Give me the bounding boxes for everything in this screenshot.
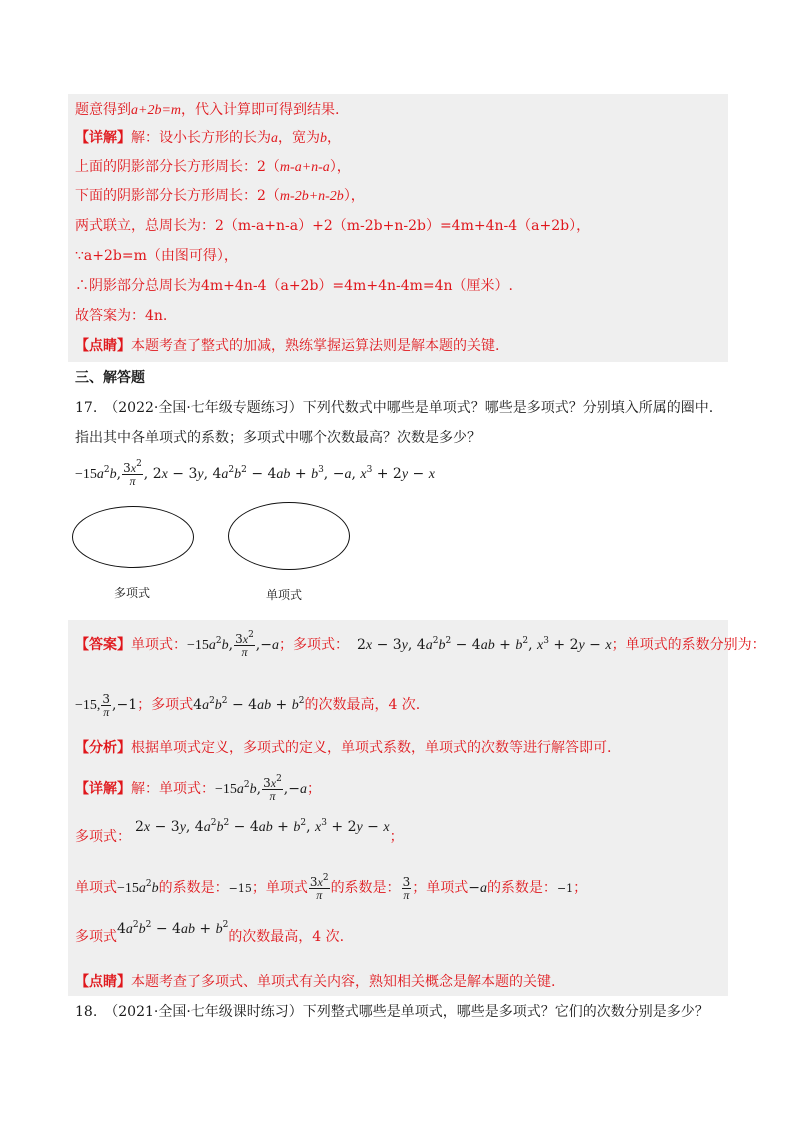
- detail-line-1: 【详解】解：设小长方形的长为a，宽为b，: [75, 130, 341, 146]
- answer-17-note-line: 【点睛】本题考查了多项式、单项式有关内容，熟知相关概念是解本题的关键.: [75, 974, 556, 990]
- answer-tag: 【答案】: [75, 637, 131, 653]
- solution-line-1: 题意得到a+2b=m，代入计算即可得到结果.: [75, 102, 340, 118]
- analysis-tag: 【分析】: [75, 740, 131, 756]
- detail-tag: 【详解】: [75, 130, 131, 146]
- monomial-circle-label: 单项式: [266, 588, 303, 602]
- analysis-line: 【分析】根据单项式定义，多项式的定义，单项式系数，单项式的次数等进行解答即可.: [75, 740, 612, 756]
- detail-line-6: ∴阴影部分总周长为4m+4n-4（a+2b）=4m+4n-4m=4n（厘米）.: [75, 278, 514, 294]
- monomial-circle: [228, 502, 350, 570]
- answer-17-highest-line: 多项式$4a^2b^2 - 4ab + b^2$的次数最高，4 次.: [75, 920, 345, 945]
- note-tag: 【点睛】: [75, 338, 131, 354]
- note-line: 【点睛】本题考查了整式的加减，熟练掌握运算法则是解本题的关键.: [75, 338, 500, 354]
- detail-line-4: 两式联立，总周长为：2（m-a+n-a）+2（m-2b+n-2b）=4m+4n-4（a+2b），: [75, 218, 591, 234]
- answer-17-detail-line: 【详解】解：单项式：$-15a^2b$, $\frac{3x^2}{\pi}$ ,−a；: [75, 773, 321, 803]
- note-tag-17: 【点睛】: [75, 974, 131, 990]
- question-18-line-1: 18. （2021·全国·七年级课时练习）下列整式哪些是单项式，哪些是多项式？它们的次数分别是多少？: [75, 1004, 709, 1020]
- question-17-expression-list: $-15a^2b$, $\frac{3x^2}{\pi}$ , 2x − 3y, $4a^2b^2 - 4ab + b^3$, −a, $x^3 + 2y - x$: [75, 458, 435, 488]
- polynomial-circle: [72, 506, 194, 568]
- detail-line-2: 上面的阴影部分长方形周长：2（m-a+n-a），: [75, 159, 351, 175]
- answer-17-line-2: −15, $\frac{3}{\pi}$ ,−1；多项式$4a^2b^2 - 4ab + b^2$的次数最高，4 次.: [75, 691, 421, 719]
- detail-tag-17: 【详解】: [75, 781, 131, 797]
- answer-17-coef-line: 单项式$-15a^2b$的系数是：−15；单项式 $\frac{3x^2}{\pi}$ 的系数是： $\frac{3}{\pi}$ ；单项式−a的系数是：−1；: [75, 872, 588, 902]
- answer-17-line-1: 【答案】单项式：$-15a^2b$, $\frac{3x^2}{\pi}$ ,−a；多项式： 2x − 3y, $4a^2b^2 - 4ab + b^2$, $x^3 + 2y - x$；单项式的系数分别为：: [75, 629, 766, 659]
- detail-line-7: 故答案为：4n.: [75, 308, 168, 324]
- detail-line-5: ∵a+2b=m（由图可得），: [75, 248, 238, 264]
- question-17-line-2: 指出其中各单项式的系数；多项式中哪个次数最高？次数是多少？: [75, 430, 481, 446]
- polynomial-circle-label: 多项式: [114, 586, 151, 600]
- detail-line-3: 下面的阴影部分长方形周长：2（m-2b+n-2b），: [75, 188, 365, 204]
- question-17-line-1: 17. （2022·全国·七年级专题练习）下列代数式中哪些是单项式？哪些是多项式？分别填入所属的圈中.: [75, 400, 714, 416]
- section-title: 三、解答题: [75, 370, 145, 386]
- answer-17-poly-line: 多项式：2x − 3y, $4a^2b^2 - 4ab + b^2$, $x^3 + 2y - x$；: [75, 818, 404, 845]
